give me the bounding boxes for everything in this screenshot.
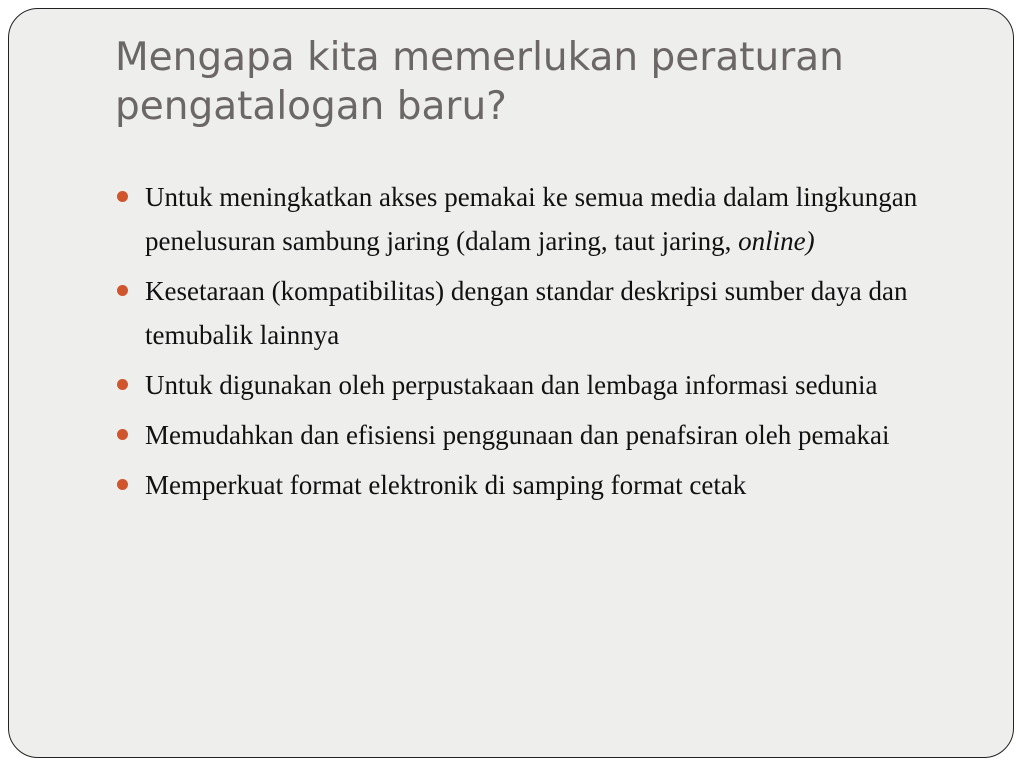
- slide-title: Mengapa kita memerlukan peraturan pengatalogan baru?: [115, 35, 844, 129]
- bullet-item-2: [115, 269, 975, 357]
- bullet-dot-icon: [117, 479, 128, 490]
- slide-frame: [8, 8, 1014, 758]
- bullet-dot-icon: [117, 191, 128, 202]
- bullet-dot-icon: [117, 429, 128, 440]
- bullet-text: Untuk digunakan oleh perpustakaan dan lembaga informasi sedunia: [145, 370, 878, 400]
- bullet-dot-icon: [117, 379, 128, 390]
- bullet-text: Kesetaraan (kompatibilitas) dengan standar deskripsi sumber daya dan temubalik lainnya: [145, 276, 908, 350]
- bullet-text: Untuk meningkatkan akses pemakai ke semua media dalam lingkungan penelusuran sambung jaring (dalam jaring, taut jaring,: [145, 182, 918, 256]
- bullet-italic-text: online): [738, 226, 815, 256]
- bullet-text: Memudahkan dan efisiensi penggunaan dan penafsiran oleh pemakai: [145, 420, 890, 450]
- bullet-item-3: [115, 363, 975, 407]
- bullet-item-1: [115, 175, 975, 263]
- bullet-dot-icon: [117, 285, 128, 296]
- bullet-item-4: [115, 413, 975, 457]
- bullet-list: [115, 175, 975, 513]
- bullet-item-5: [115, 463, 975, 507]
- bullet-text: Memperkuat format elektronik di samping format cetak: [145, 470, 747, 500]
